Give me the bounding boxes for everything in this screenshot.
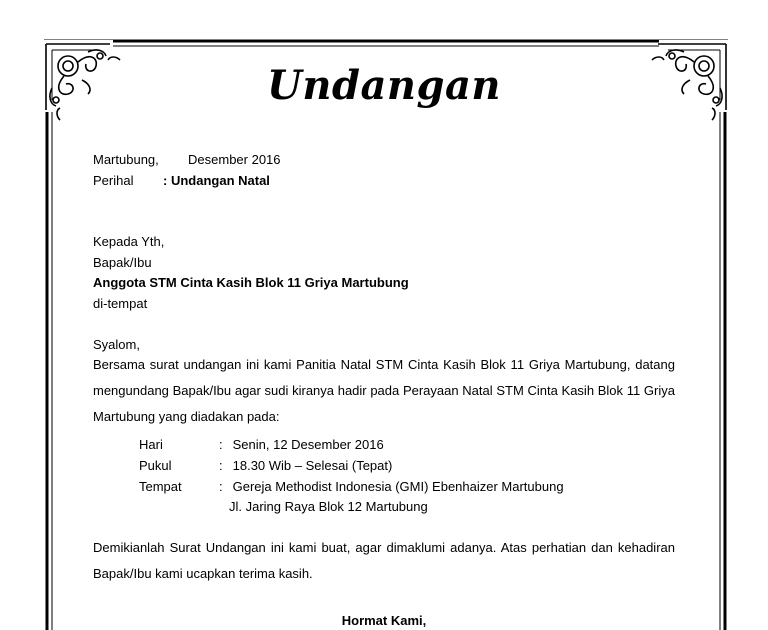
- recipient-line-3: Anggota STM Cinta Kasih Blok 11 Griya Martubung: [93, 275, 409, 290]
- place-date-line: [93, 152, 281, 167]
- event-detail-label: Hari: [139, 437, 163, 452]
- subject-colon: :: [163, 173, 168, 188]
- closing-paragraph: Demikianlah Surat Undangan ini kami buat, agar dimaklumi adanya. Atas perhatian dan kehadiran Bapak/Ibu kami ucapkan terima kasih.: [93, 540, 675, 581]
- body-paragraph: Bersama surat undangan ini kami Panitia Natal STM Cinta Kasih Blok 11 Griya Martubung, datang mengundang Bapak/Ibu agar sudi kiranya hadir pada Perayaan Natal STM Cinta Kasih Blok 11 Griya Martubung yang diadakan pada:: [93, 357, 675, 424]
- place-text: Martubung,: [93, 152, 159, 167]
- recipient-line-2: Bapak/Ibu: [93, 255, 152, 270]
- event-detail-value: Senin, 12 Desember 2016: [232, 437, 384, 452]
- letter-title: Undangan: [267, 62, 501, 109]
- event-detail-value: 18.30 Wib – Selesai (Tepat): [232, 458, 393, 473]
- event-detail-colon: :: [219, 479, 223, 494]
- signoff: Hormat Kami,: [341, 613, 427, 628]
- event-detail-row: [139, 437, 384, 452]
- event-detail-colon: :: [219, 458, 223, 473]
- address-line: Jl. Jaring Raya Blok 12 Martubung: [229, 499, 428, 514]
- event-detail-row: [139, 479, 564, 494]
- event-detail-label: Pukul: [139, 458, 172, 473]
- subject-value: Undangan Natal: [170, 173, 270, 188]
- event-detail-value: Gereja Methodist Indonesia (GMI) Ebenhaizer Martubung: [232, 479, 564, 494]
- event-detail-row: [139, 458, 392, 473]
- subject-line: [93, 173, 270, 188]
- recipient-line-1: Kepada Yth,: [93, 234, 165, 249]
- greeting: Syalom,: [93, 337, 140, 352]
- recipient-line-4: di-tempat: [93, 296, 148, 311]
- event-detail-colon: :: [219, 437, 223, 452]
- subject-label: Perihal: [93, 173, 134, 188]
- date-text: Desember 2016: [188, 152, 281, 167]
- event-detail-label: Tempat: [139, 479, 182, 494]
